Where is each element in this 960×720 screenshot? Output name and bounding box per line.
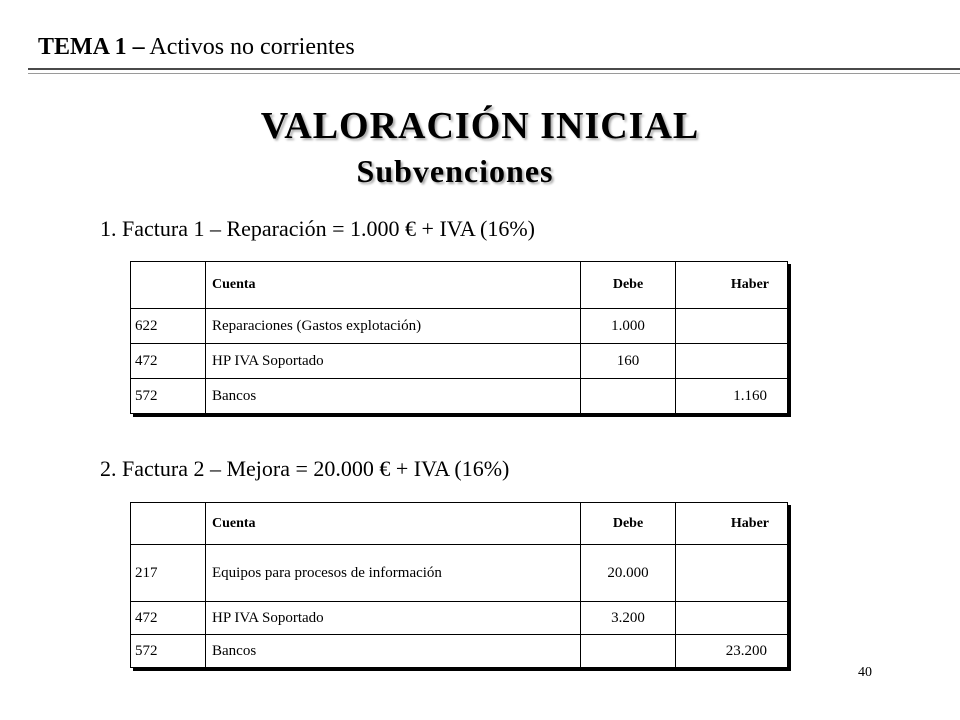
account-name: Reparaciones (Gastos explotación) (206, 309, 581, 344)
account-name: Bancos (206, 635, 581, 668)
section-2-heading: 2. Factura 2 – Mejora = 20.000 € + IVA (16%) (100, 456, 510, 481)
debe-value: 1.000 (581, 309, 676, 344)
debe-value (581, 379, 676, 414)
journal-table-2 (130, 502, 788, 668)
slide-title: VALORACIÓN INICIAL (260, 105, 700, 147)
header-topic: TEMA 1 – (38, 34, 145, 60)
debe-value: 20.000 (581, 545, 676, 602)
slide-subtitle: Subvenciones (356, 153, 554, 189)
account-code: 472 (131, 344, 206, 379)
section-1-heading: 1. Factura 1 – Reparación = 1.000 € + IVA (16%) (100, 216, 535, 241)
table-row (131, 344, 788, 379)
account-name: Equipos para procesos de información (206, 545, 581, 602)
header-debe: Debe (581, 503, 676, 545)
account-code: 572 (131, 379, 206, 414)
account-code: 472 (131, 602, 206, 635)
account-name: HP IVA Soportado (206, 602, 581, 635)
debe-value (581, 635, 676, 668)
table-row (131, 635, 788, 668)
account-code: 217 (131, 545, 206, 602)
header-subject: Activos no corrientes (149, 34, 355, 60)
table-row (131, 545, 788, 602)
table-row (131, 602, 788, 635)
haber-value (676, 309, 788, 344)
header-code (131, 262, 206, 309)
account-code: 622 (131, 309, 206, 344)
debe-value: 3.200 (581, 602, 676, 635)
header-code (131, 503, 206, 545)
table-row (131, 379, 788, 414)
header-haber: Haber (676, 262, 788, 309)
haber-value: 23.200 (676, 635, 788, 668)
haber-value (676, 602, 788, 635)
header-cuenta: Cuenta (206, 503, 581, 545)
table-header-row (131, 503, 788, 545)
slide-header (38, 32, 355, 62)
header-debe: Debe (581, 262, 676, 309)
table-header-row (131, 262, 788, 309)
header-haber: Haber (676, 503, 788, 545)
table-row (131, 309, 788, 344)
header-divider (28, 68, 960, 70)
header-divider-thin (28, 73, 960, 74)
page-number: 40 (858, 665, 872, 680)
debe-value: 160 (581, 344, 676, 379)
header-cuenta: Cuenta (206, 262, 581, 309)
haber-value: 1.160 (676, 379, 788, 414)
account-name: Bancos (206, 379, 581, 414)
account-name: HP IVA Soportado (206, 344, 581, 379)
haber-value (676, 545, 788, 602)
haber-value (676, 344, 788, 379)
account-code: 572 (131, 635, 206, 668)
journal-table-1 (130, 261, 788, 414)
